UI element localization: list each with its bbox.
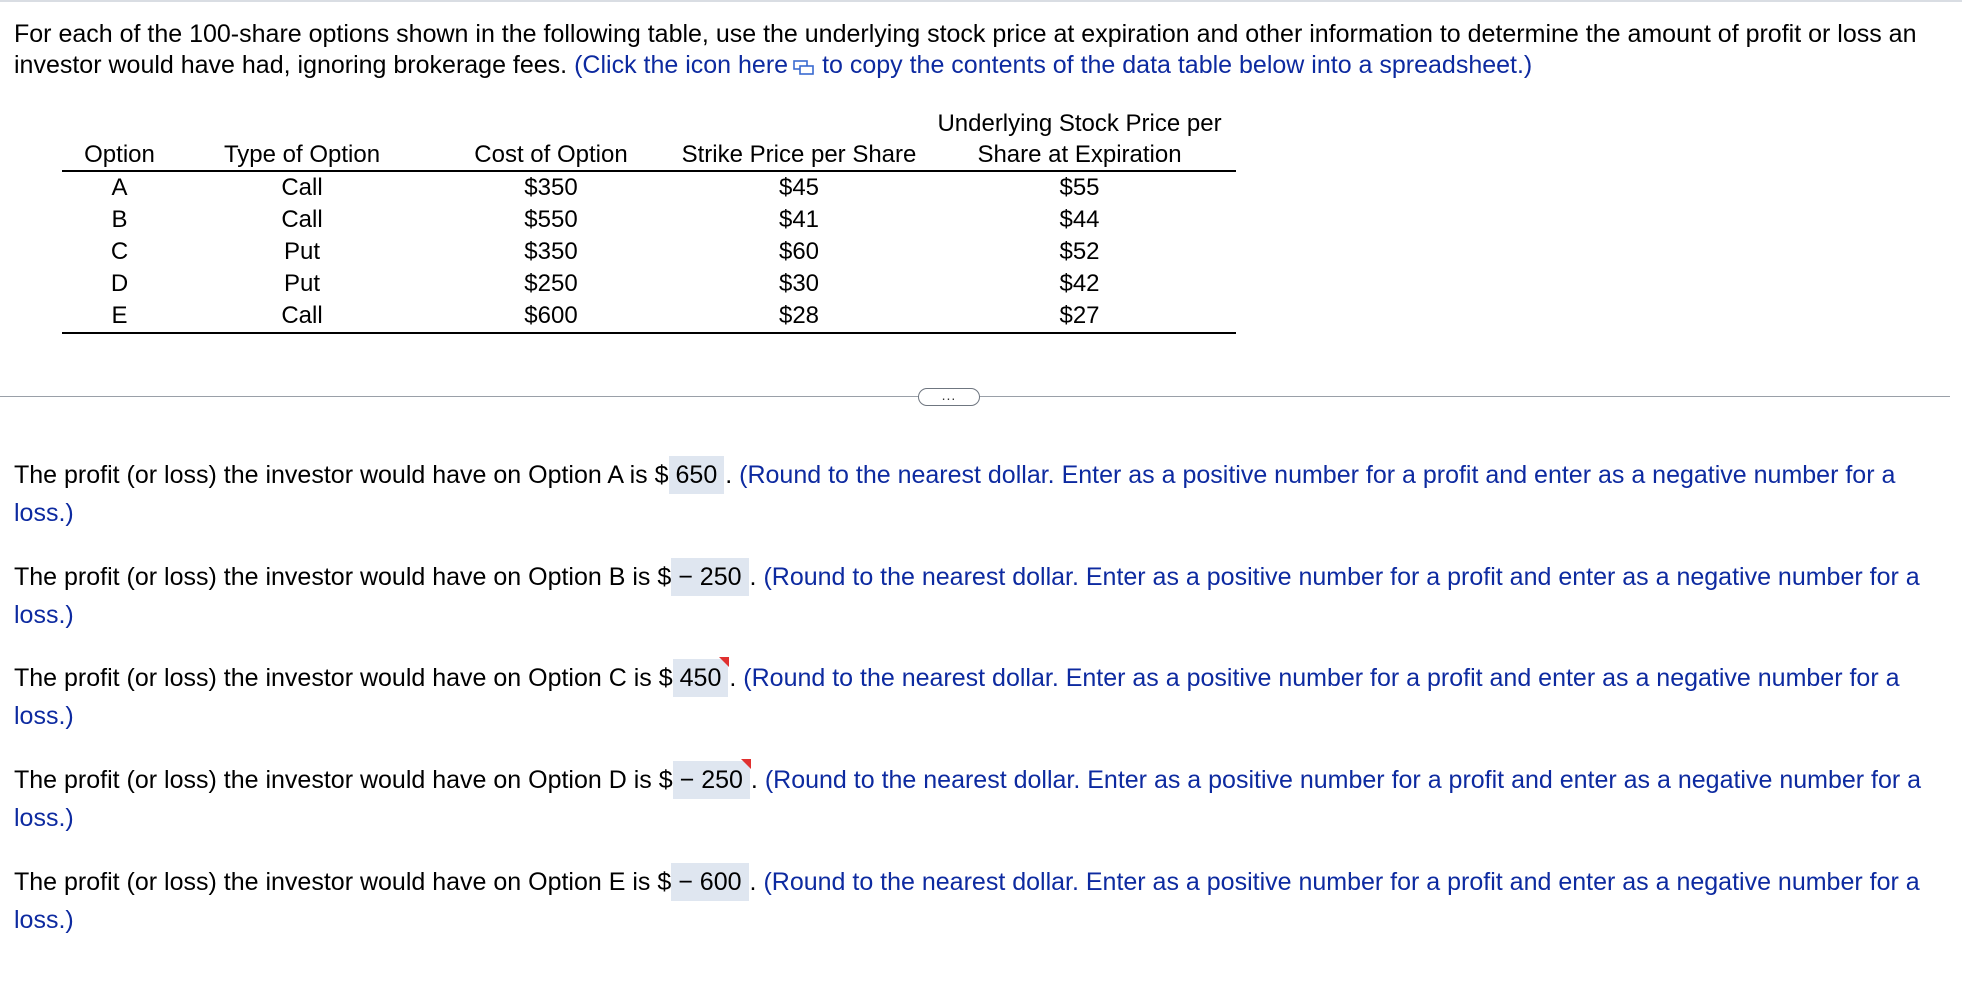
- cell-strike: $28: [675, 300, 923, 333]
- answer-prefix: The profit (or loss) the investor would have on Option D is $: [14, 766, 673, 794]
- answer-line-d: [14, 761, 1934, 837]
- answer-value[interactable]: 450: [679, 664, 722, 692]
- cell-cost: $250: [524, 270, 578, 297]
- incorrect-flag-icon: [719, 657, 729, 667]
- intro-text: For each of the 100-share options shown in the following table, use the underlying stock price at expiration and other information to determine the amount of profit or loss an investor would have had, ignoring brokerage fees.: [14, 20, 1917, 79]
- header-type: Type of Option: [177, 108, 427, 171]
- answer-suffix: .: [749, 563, 764, 591]
- answer-value[interactable]: − 600: [678, 868, 742, 896]
- answer-hint: (Round to the nearest dollar. Enter as a positive number for a profit and enter as a negative number for a loss.): [14, 868, 1920, 934]
- answer-input-a[interactable]: [669, 456, 725, 494]
- answer-value[interactable]: 650: [675, 461, 718, 489]
- cell-option: B: [111, 206, 128, 233]
- cell-underlying: $42: [1059, 270, 1100, 297]
- answer-suffix: .: [725, 461, 740, 489]
- cell-option: A: [111, 174, 128, 201]
- cell-strike: $30: [778, 270, 820, 297]
- cell-cost: $350: [524, 238, 578, 265]
- copy-link[interactable]: [574, 51, 1532, 79]
- answer-input-e[interactable]: [671, 863, 748, 901]
- copy-table-icon[interactable]: [792, 53, 816, 73]
- cell-cost: $600: [427, 300, 675, 333]
- header-cost: Cost of Option: [427, 108, 675, 171]
- cell-option: C: [110, 238, 129, 265]
- table-row: [62, 171, 1236, 204]
- header-underlying: Underlying Stock Price per Share at Expiration: [923, 108, 1236, 171]
- cell-type: Put: [283, 270, 321, 297]
- cell-strike: $41: [778, 206, 820, 233]
- cell-strike: $60: [778, 238, 820, 265]
- question-intro: [14, 19, 1934, 81]
- cell-type: Call: [281, 174, 323, 201]
- cell-option: E: [62, 300, 177, 333]
- answer-hint: (Round to the nearest dollar. Enter as a positive number for a profit and enter as a negative number for a loss.): [14, 461, 1896, 527]
- answer-hint: (Round to the nearest dollar. Enter as a positive number for a profit and enter as a negative number for a loss.): [14, 563, 1920, 629]
- top-border: [0, 0, 1962, 2]
- copy-link-text-after[interactable]: to copy the contents of the data table below into a spreadsheet.): [822, 51, 1533, 79]
- answer-suffix: .: [750, 766, 765, 794]
- cell-cost: $350: [524, 174, 578, 201]
- copy-link-text-before[interactable]: (Click the icon here: [574, 51, 789, 79]
- cell-option: D: [110, 270, 129, 297]
- answer-value[interactable]: − 250: [678, 563, 742, 591]
- answer-input-d[interactable]: [673, 761, 750, 799]
- answer-line-e: [14, 863, 1934, 939]
- answer-input-b[interactable]: [671, 558, 748, 596]
- answer-line-c: [14, 659, 1934, 735]
- incorrect-flag-icon: [741, 759, 751, 769]
- answer-line-b: [14, 558, 1934, 634]
- answer-prefix: The profit (or loss) the investor would have on Option E is $: [14, 868, 672, 896]
- cell-underlying: $55: [1059, 174, 1100, 201]
- options-data-table: [62, 108, 1236, 334]
- answer-prefix: The profit (or loss) the investor would have on Option B is $: [14, 563, 672, 591]
- cell-cost: $550: [524, 206, 578, 233]
- cell-underlying: $44: [1059, 206, 1100, 233]
- cell-type: Put: [283, 238, 321, 265]
- answer-hint: (Round to the nearest dollar. Enter as a positive number for a profit and enter as a negative number for a loss.): [14, 664, 1900, 730]
- cell-type: Call: [177, 300, 427, 333]
- table-row: [62, 236, 1236, 268]
- table-row: [62, 204, 1236, 236]
- table-row: [62, 268, 1236, 300]
- answer-hint: (Round to the nearest dollar. Enter as a positive number for a profit and enter as a negative number for a loss.): [14, 766, 1922, 832]
- answer-prefix: The profit (or loss) the investor would have on Option A is $: [14, 461, 669, 489]
- cell-type: Call: [281, 206, 323, 233]
- answer-suffix: .: [729, 664, 744, 692]
- answer-input-c[interactable]: [673, 659, 729, 697]
- table-row: [62, 300, 1236, 333]
- header-option: Option: [62, 108, 177, 171]
- answer-prefix: The profit (or loss) the investor would have on Option C is $: [14, 664, 673, 692]
- answer-suffix: .: [749, 868, 764, 896]
- cell-strike: $45: [778, 174, 820, 201]
- table-header-row: [62, 108, 1236, 171]
- answer-value[interactable]: − 250: [679, 766, 743, 794]
- more-options-button[interactable]: ...: [918, 388, 980, 406]
- cell-underlying: $27: [923, 300, 1236, 333]
- header-strike: Strike Price per Share: [675, 108, 923, 171]
- cell-underlying: $52: [1059, 238, 1100, 265]
- answer-line-a: [14, 456, 1934, 532]
